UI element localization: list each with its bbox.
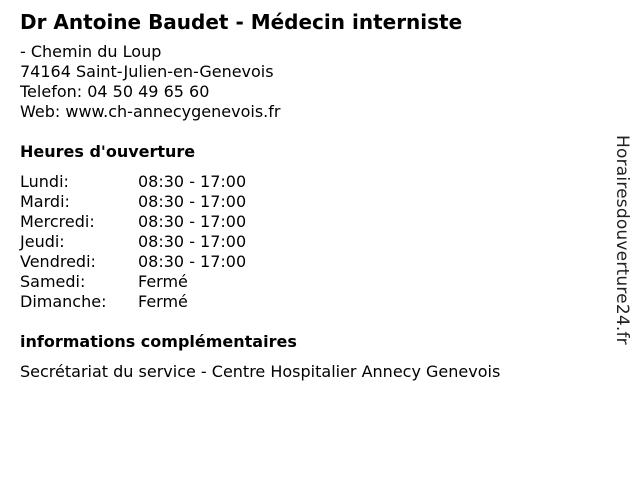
phone-line[interactable]: Telefon: 04 50 49 65 60 [20,82,210,101]
address-block [20,42,600,122]
info-heading: informations complémentaires [20,332,297,351]
day-time: 08:30 - 17:00 [138,172,247,191]
day-time: Fermé [138,272,188,291]
day-label: Mercredi: [20,212,95,231]
street-line: - Chemin du Loup [20,42,162,61]
day-time: 08:30 - 17:00 [138,252,247,271]
day-time: 08:30 - 17:00 [138,192,247,211]
day-label: Dimanche: [20,292,107,311]
side-brand-label: Horairesdouverture24.fr [612,135,632,345]
listing [20,10,600,382]
hours-row [20,172,600,192]
day-label: Mardi: [20,192,70,211]
day-time: Fermé [138,292,188,311]
day-label: Jeudi: [20,232,65,251]
day-label: Samedi: [20,272,86,291]
hours-row [20,192,600,212]
hours-row [20,292,600,312]
info-text: Secrétariat du service - Centre Hospitalier Annecy Genevois [20,362,501,381]
day-time: 08:30 - 17:00 [138,232,247,251]
hours-row [20,212,600,232]
hours-row [20,252,600,272]
web-line[interactable]: Web: www.ch-annecygenevois.fr [20,102,281,121]
page-title: Dr Antoine Baudet - Médecin interniste [20,10,463,34]
day-label: Vendredi: [20,252,96,271]
hours-heading: Heures d'ouverture [20,142,196,161]
city-line: 74164 Saint-Julien-en-Genevois [20,62,274,81]
hours-row [20,272,600,292]
day-label: Lundi: [20,172,69,191]
hours-row [20,232,600,252]
hours-table [20,172,600,312]
day-time: 08:30 - 17:00 [138,212,247,231]
